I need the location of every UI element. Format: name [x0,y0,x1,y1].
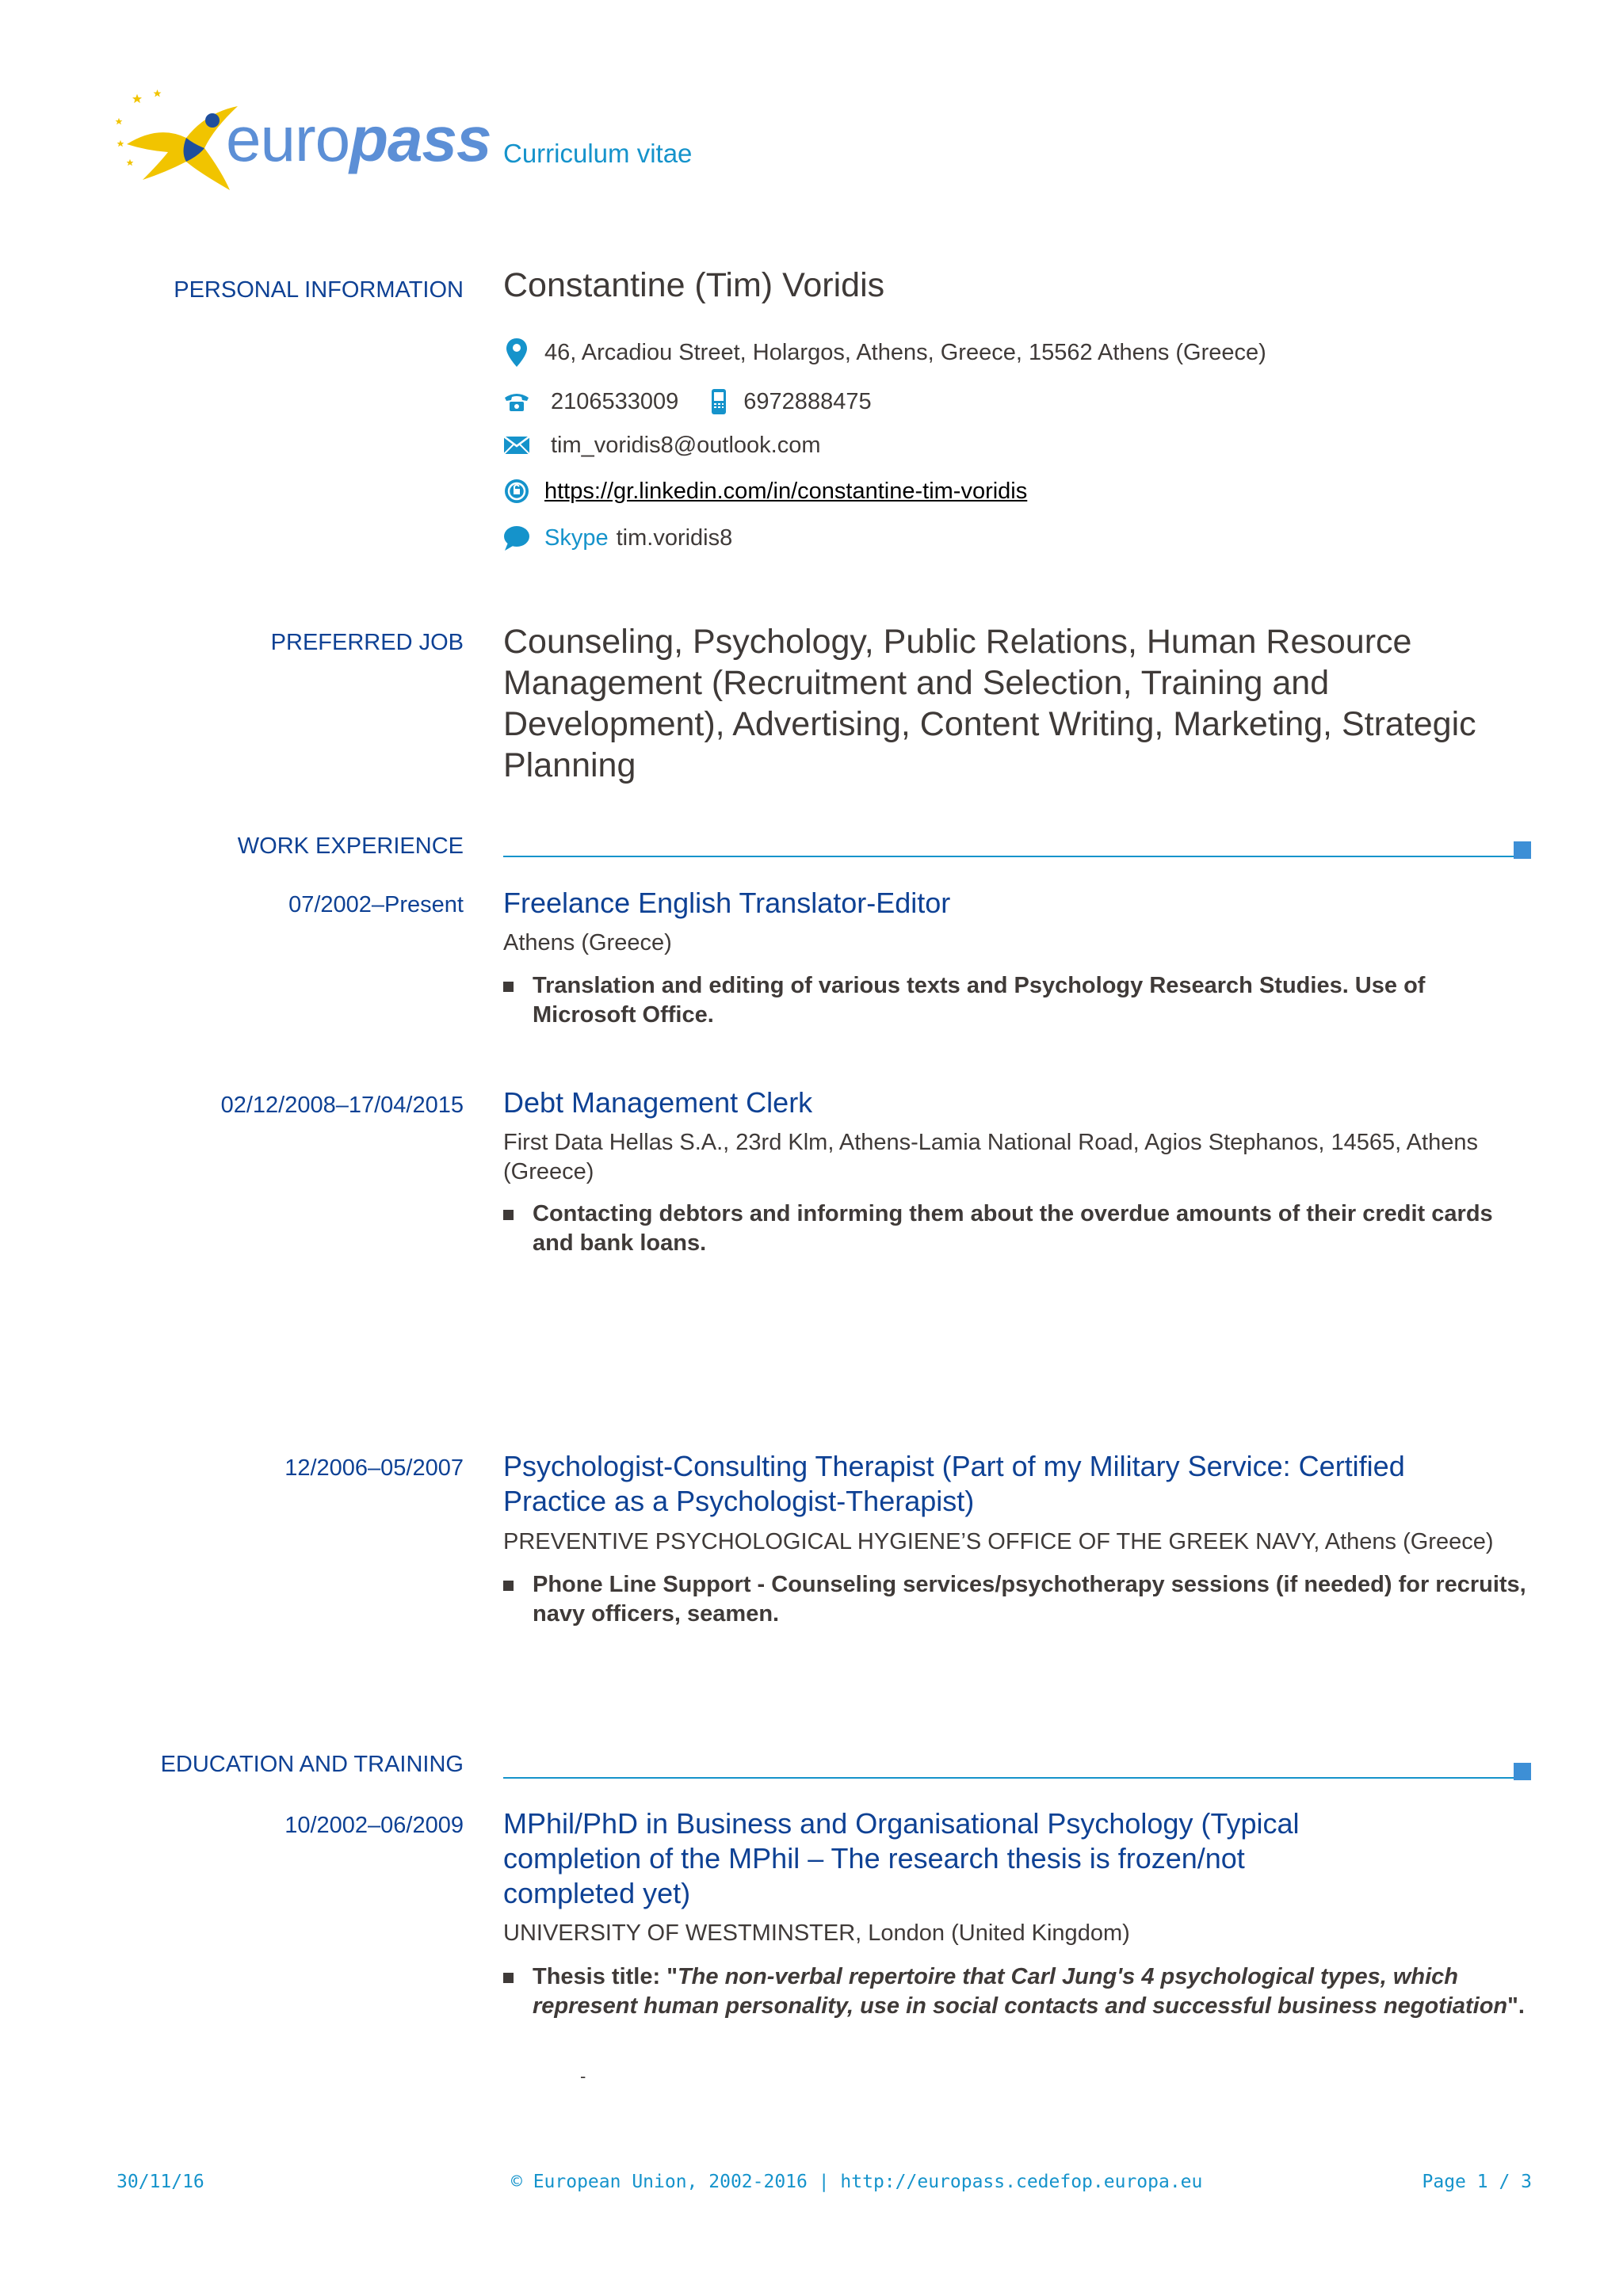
skype-label: Skype [544,524,609,551]
bullet-square [503,982,514,992]
job-bullet-text: Phone Line Support - Counseling services/psychotherapy sessions (if needed) for recruits, navy officers, seamen. [533,1572,1526,1627]
education-dates: 10/2002–06/2009 [285,1813,464,1838]
job-bullet-text: Translation and editing of various texts and Psychology Research Studies. Use of Microsoft Office. [533,973,1426,1028]
email-address[interactable]: tim_voridis8@outlook.com [551,432,821,458]
section-label-preferred-job: PREFERRED JOB [270,630,464,655]
footer-copyright[interactable]: © European Union, 2002-2016 | http://europass.cedefop.europa.eu [511,2172,1203,2192]
job-title: Freelance English Translator-Editor [503,887,951,919]
preferred-job-text: Counseling, Psychology, Public Relations, Human Resource Management (Recruitment and Selection, Training and Development), Advertising, Content Writing, Marketing, Strategic Planning [503,623,1476,784]
job-employer: First Data Hellas S.A., 23rd Klm, Athens-Lamia National Road, Agios Stephanos, 14565, Athens (Greece) [503,1130,1478,1184]
education-bullet-text [533,1962,1533,2021]
education-section-marker [1514,1763,1531,1780]
bullet-square [503,1973,514,1983]
globe-link-icon [503,478,530,505]
footer-date: 30/11/16 [116,2172,204,2192]
education-title: MPhil/PhD in Business and Organisational Psychology (Typical completion of the MPhil – The research thesis is frozen/not completed yet) [503,1807,1300,1909]
location-pin-icon [503,339,530,366]
thesis-title: The non-verbal repertoire that Carl Jung's 4 psychological types, which represent human personality, use in social contacts and successful business negotiation [533,1964,1508,2019]
stray-dash: - [580,2066,586,2086]
phone-row [503,388,872,415]
person-name: Constantine (Tim) Voridis [503,266,885,304]
address-row [503,339,1266,366]
website-row [503,478,1027,505]
logo-text-pass: pass [349,104,491,174]
thesis-prefix: Thesis title: " [533,1964,678,1989]
skype-row [503,524,732,551]
job-bullet [503,971,1533,1030]
skype-handle[interactable]: tim.voridis8 [616,524,733,551]
footer-page-number: Page 1 / 3 [1422,2172,1532,2192]
address-text: 46, Arcadiou Street, Holargos, Athens, Greece, 15562 Athens (Greece) [544,339,1266,365]
mobile-number[interactable]: 6972888475 [743,388,872,414]
thesis-suffix: ". [1507,1993,1525,2019]
bullet-square [503,1210,514,1220]
job-dates: 02/12/2008–17/04/2015 [220,1093,464,1118]
bullet-square [503,1581,514,1591]
job-bullet-text: Contacting debtors and informing them about the overdue amounts of their credit cards and bank loans. [533,1201,1493,1256]
email-row [503,432,821,459]
job-dates: 07/2002–Present [288,892,464,917]
section-label-work-experience: WORK EXPERIENCE [237,833,464,859]
job-employer: PREVENTIVE PSYCHOLOGICAL HYGIENE’S OFFICE OF THE GREEK NAVY, Athens (Greece) [503,1529,1494,1554]
phone-number[interactable]: 2106533009 [551,388,679,414]
work-section-marker [1514,841,1531,859]
job-dates: 12/2006–05/2007 [285,1455,464,1481]
job-employer: Athens (Greece) [503,930,672,955]
work-section-divider [503,856,1516,857]
job-bullet [503,1199,1533,1258]
section-label-education: EDUCATION AND TRAINING [160,1752,464,1777]
envelope-icon [503,432,530,459]
education-institution: UNIVERSITY OF WESTMINSTER, London (United Kingdom) [503,1920,1130,1946]
speech-bubble-icon [503,524,530,551]
job-title: Debt Management Clerk [503,1086,813,1119]
document-title: Curriculum vitae [503,139,693,168]
education-bullet [503,1962,1533,2021]
telephone-icon [503,388,530,415]
education-section-divider [503,1777,1516,1779]
mobile-phone-icon [705,388,732,415]
job-title: Psychologist-Consulting Therapist (Part of my Military Service: Certified Practice as a Psychologist-Therapist) [503,1450,1405,1517]
job-bullet [503,1570,1533,1629]
linkedin-link[interactable]: https://gr.linkedin.com/in/constantine-tim-voridis [544,478,1028,504]
europass-logo [111,89,491,196]
logo-text-euro: euro [226,104,350,174]
section-label-personal: PERSONAL INFORMATION [174,277,464,303]
